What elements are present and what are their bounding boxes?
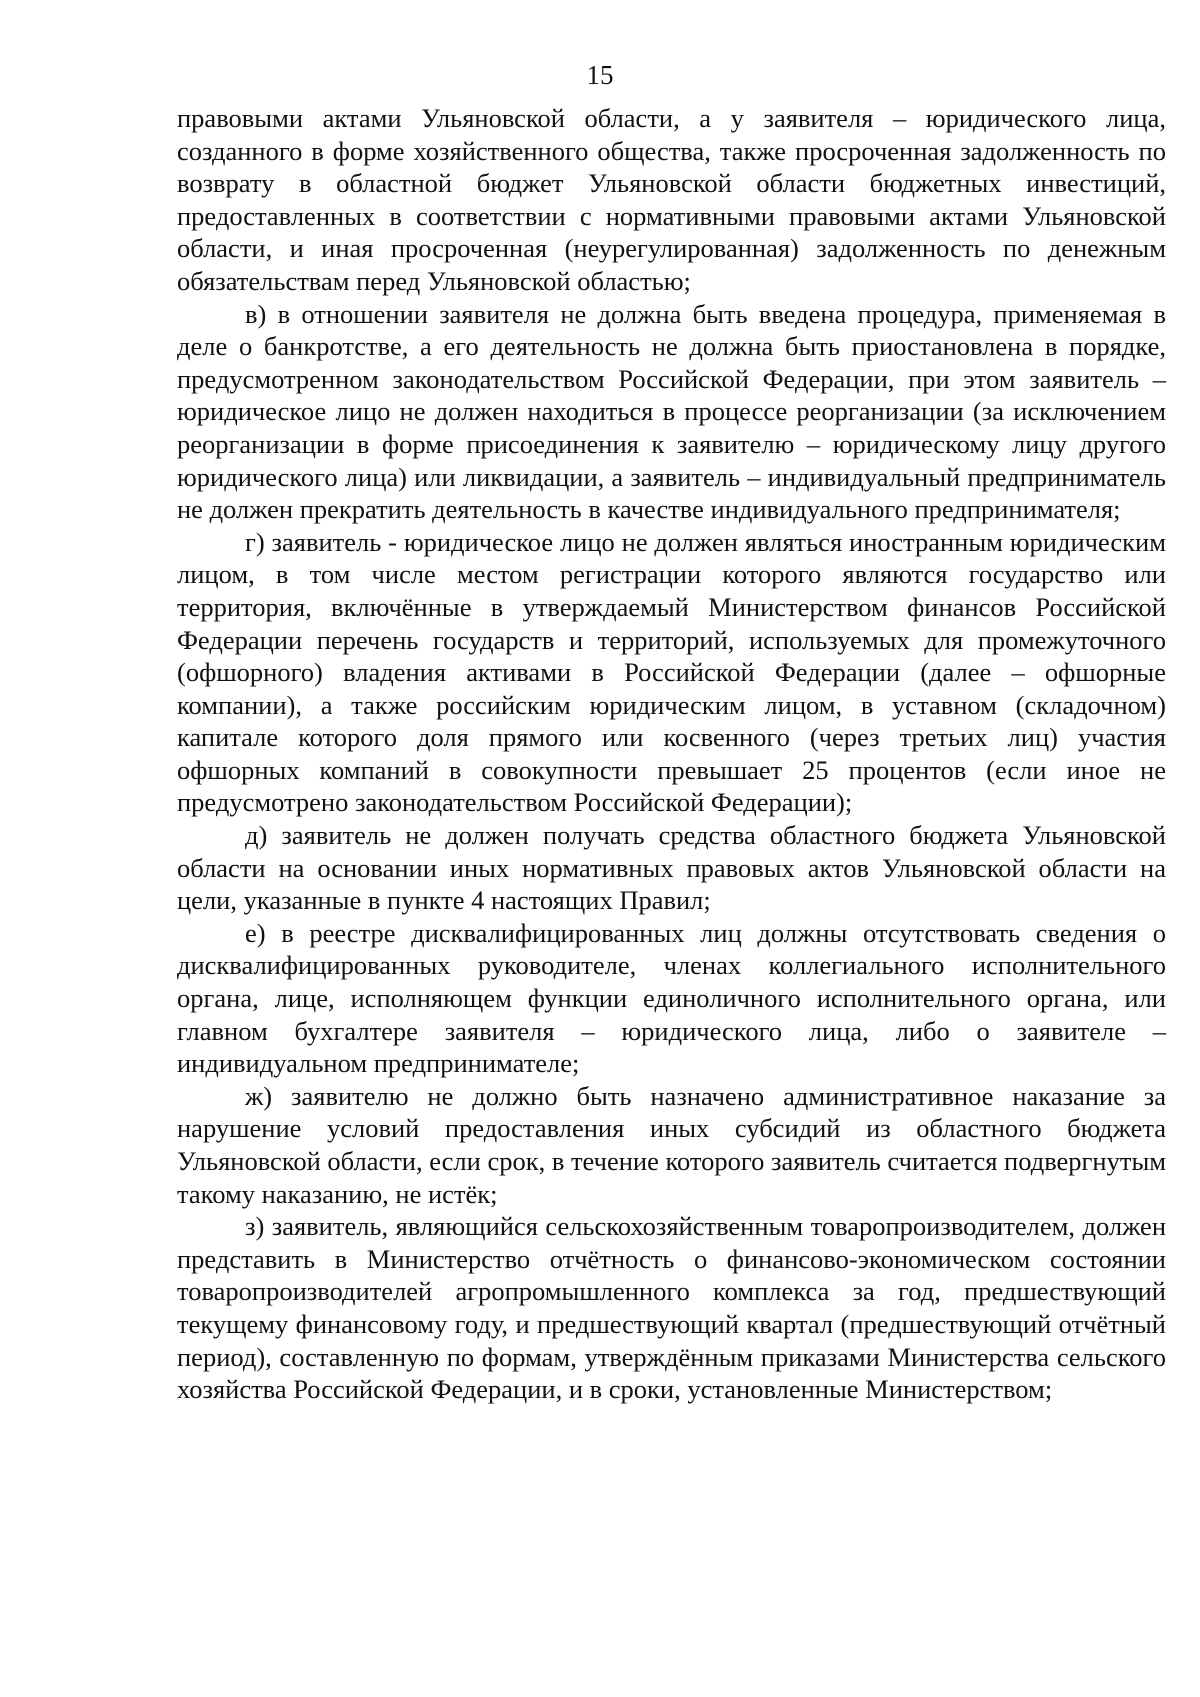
paragraph-item-e: е) в реестре дисквалифицированных лиц должны отсутствовать сведения о дисквалифицированных руководителе, членах коллегиального исполнительного органа, лице, исполняющем функции единоличного исполнительного органа, или главном бухгалтере заявителя – юридического лица, либо о заявителе – индивидуальном предпринимателе;: [177, 917, 1166, 1079]
paragraph-item-g: г) заявитель - юридическое лицо не должен являться иностранным юридическим лицом, в том числе местом регистрации которого являются государство или территория, включённые в утверждаемый Министерством финансов Российской Федерации перечень государств и территорий, используемых для промежуточного (офшорного) владения активами в Российской Федерации (далее – офшорные компании), а также российским юридическим лицом, в уставном (складочном) капитале которого доля прямого или косвенного (через третьих лиц) участия офшорных компаний в совокупности превышает 25 процентов (если иное не предусмотрено законодательством Российской Федерации);: [177, 526, 1166, 818]
paragraph-continuation: правовыми актами Ульяновской области, а у заявителя – юридического лица, созданного в форме хозяйственного общества, также просроченная задолженность по возврату в областной бюджет Ульяновской области бюджетных инвестиций, предоставленных в соответствии с нормативными правовыми актами Ульяновской области, и иная просроченная (неурегулированная) задолженность по денежным обязательствам перед Ульяновской областью;: [177, 103, 1166, 296]
paragraph-item-zh: ж) заявителю не должно быть назначено административное наказание за нарушение условий предоставления иных субсидий из областного бюджета Ульяновской области, если срок, в течение которого заявитель считается подвергнутым такому наказанию, не истёк;: [177, 1080, 1167, 1209]
page-number: 15: [586, 60, 614, 90]
document-body: [177, 102, 1166, 1406]
paragraph-item-z: з) заявитель, являющийся сельскохозяйственным товаропроизводителем, должен представить в Министерство отчётность о финансово-экономическом состоянии товаропроизводителей агропромышленного комплекса за год, предшествующий текущему финансовому году, и предшествующий квартал (предшествующий отчётный период), составленную по формам, утверждённым приказами Министерства сельского хозяйства Российской Федерации, и в сроки, установленные Министерством;: [177, 1211, 1166, 1405]
paragraph-item-d: д) заявитель не должен получать средства областного бюджета Ульяновской области на основании иных нормативных правовых актов Ульяновской области на цели, указанные в пункте 4 настоящих Правил;: [177, 820, 1166, 916]
paragraph-item-v: в) в отношении заявителя не должна быть введена процедура, применяемая в деле о банкротстве, а его деятельность не должна быть приостановлена в порядке, предусмотренном законодательством Российской Федерации, при этом заявитель – юридическое лицо не должен находиться в процессе реорганизации (за исключением реорганизации в форме присоединения к заявителю – юридическому лицу другого юридического лица) или ликвидации, а заявитель – индивидуальный предприниматель не должен прекратить деятельность в качестве индивидуального предпринимателя;: [177, 298, 1166, 525]
